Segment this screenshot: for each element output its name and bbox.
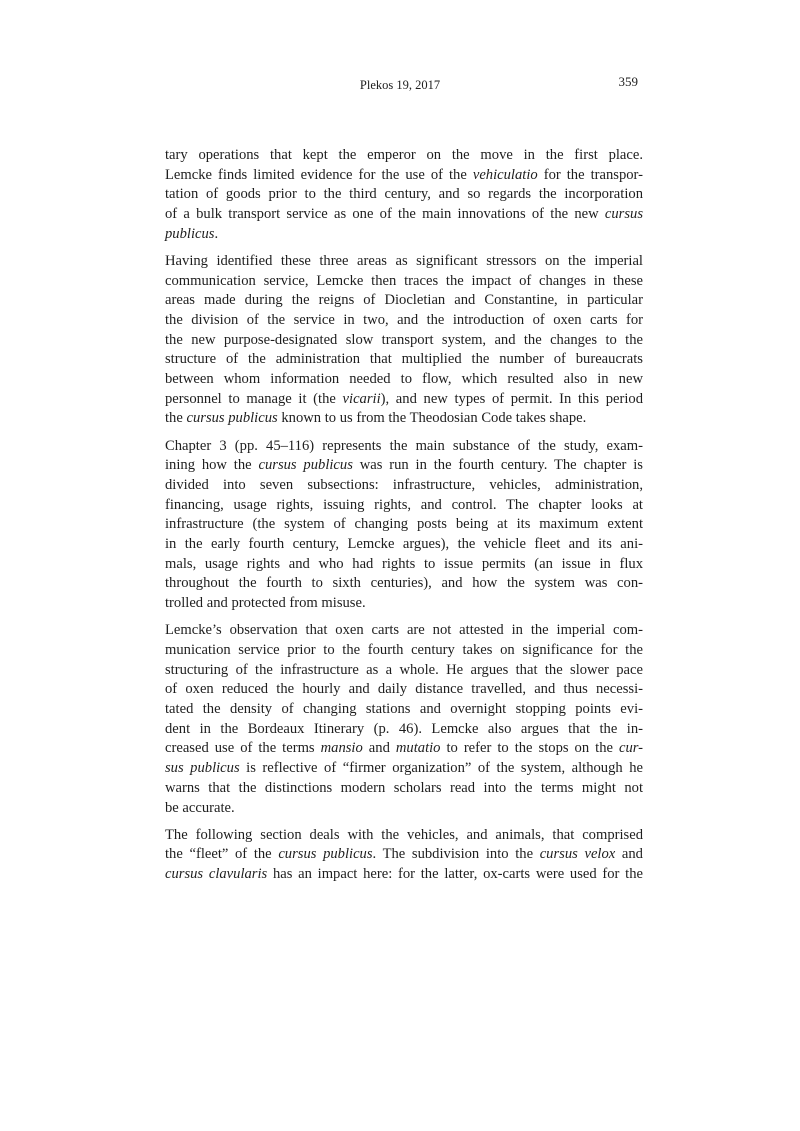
text-line: divided into seven subsections: infrastructure, vehicles, administration, xyxy=(165,477,643,493)
paragraph xyxy=(165,621,643,818)
text-line: warns that the distinctions modern scholars read into the terms might not xyxy=(165,779,643,796)
text-line: structuring of the infrastructure as a whole. He argues that the slower pace xyxy=(165,661,643,678)
italic-term: vicarii xyxy=(342,390,381,407)
text-line: of oxen reduced the hourly and daily distance travelled, and thus necessi- xyxy=(165,681,643,698)
italic-term: cursus velox xyxy=(539,846,616,863)
text-line: ining how the cursus publicus was run in the fourth century. The chapter is xyxy=(165,457,643,474)
text-line: trolled and protected from misuse. xyxy=(165,595,366,612)
paragraph xyxy=(165,146,643,244)
page-header xyxy=(0,74,800,94)
italic-term: cursus publicus xyxy=(278,846,373,863)
italic-term: cur- xyxy=(618,740,643,757)
page-number: 359 xyxy=(618,74,638,89)
text-line: the division of the service in two, and the introduction of oxen carts for xyxy=(165,312,643,328)
italic-term: sus publicus xyxy=(165,760,240,777)
italic-term: vehiculatio xyxy=(472,166,538,183)
text-line: Lemcke’s observation that oxen carts are not attested in the imperial com- xyxy=(165,622,643,639)
italic-term: cursus publicus xyxy=(186,410,278,427)
running-head: Plekos 19, 2017 xyxy=(359,78,441,92)
text-line: infrastructure (the system of changing posts being at its maximum extent xyxy=(165,516,643,533)
italic-term: publicus xyxy=(165,225,215,242)
text-line: munication service prior to the fourth century takes on significance for the xyxy=(165,642,643,658)
text-line: publicus. xyxy=(165,225,219,242)
paragraph xyxy=(165,252,643,429)
text-line: The following section deals with the vehicles, and animals, that comprised xyxy=(165,826,643,843)
paragraph xyxy=(165,826,643,885)
italic-term: mansio xyxy=(320,740,363,757)
text-line: Having identified these three areas as significant stressors on the imperial xyxy=(165,252,643,269)
italic-term: cursus clavularis xyxy=(165,866,268,883)
text-line: Lemcke finds limited evidence for the use of the vehiculatio for the transpor- xyxy=(165,166,643,183)
paragraph xyxy=(165,437,643,614)
body-text xyxy=(165,146,643,892)
text-line: areas made during the reigns of Diocletian and Constantine, in particular xyxy=(165,292,643,309)
text-line: communication service, Lemcke then traces the impact of changes in these xyxy=(165,272,643,289)
text-line: tation of goods prior to the third century, and so regards the incorporation xyxy=(165,186,643,203)
text-line: of a bulk transport service as one of the main innovations of the new cursus xyxy=(165,206,643,223)
text-line: financing, usage rights, issuing rights, and control. The chapter looks at xyxy=(165,496,643,513)
text-line: the cursus publicus known to us from the Theodosian Code takes shape. xyxy=(165,410,587,427)
text-line: throughout the fourth to sixth centuries), and how the system was con- xyxy=(165,575,643,592)
text-line: creased use of the terms mansio and mutatio to refer to the stops on the cur- xyxy=(165,740,643,757)
text-line: in the early fourth century, Lemcke argues), the vehicle fleet and its ani- xyxy=(165,536,643,553)
text-line: dent in the Bordeaux Itinerary (p. 46). Lemcke also argues that the in- xyxy=(165,720,643,737)
text-line: structure of the administration that multiplied the number of bureaucrats xyxy=(165,351,643,368)
text-line: the new purpose-designated slow transport system, and the changes to the xyxy=(165,331,643,348)
text-line: sus publicus is reflective of “firmer organization” of the system, although he xyxy=(165,760,643,777)
text-line: between whom information needed to flow, which resulted also in new xyxy=(165,371,643,388)
text-line: Chapter 3 (pp. 45–116) represents the main substance of the study, exam- xyxy=(165,437,643,454)
text-line: the “fleet” of the cursus publicus. The subdivision into the cursus velox and xyxy=(165,846,643,863)
italic-term: mutatio xyxy=(395,740,441,757)
text-line: tary operations that kept the emperor on the move in the first place. xyxy=(165,147,643,163)
italic-term: cursus xyxy=(604,206,643,223)
text-line: mals, usage rights and who had rights to issue permits (an issue in flux xyxy=(165,555,643,572)
text-line: cursus clavularis has an impact here: for the latter, ox-carts were used for the xyxy=(165,866,643,883)
italic-term: cursus publicus xyxy=(258,457,353,474)
text-line: tated the density of changing stations and overnight stopping points evi- xyxy=(165,701,643,718)
text-line: personnel to manage it (the vicarii), and new types of permit. In this period xyxy=(165,390,643,407)
text-line: be accurate. xyxy=(165,799,235,816)
